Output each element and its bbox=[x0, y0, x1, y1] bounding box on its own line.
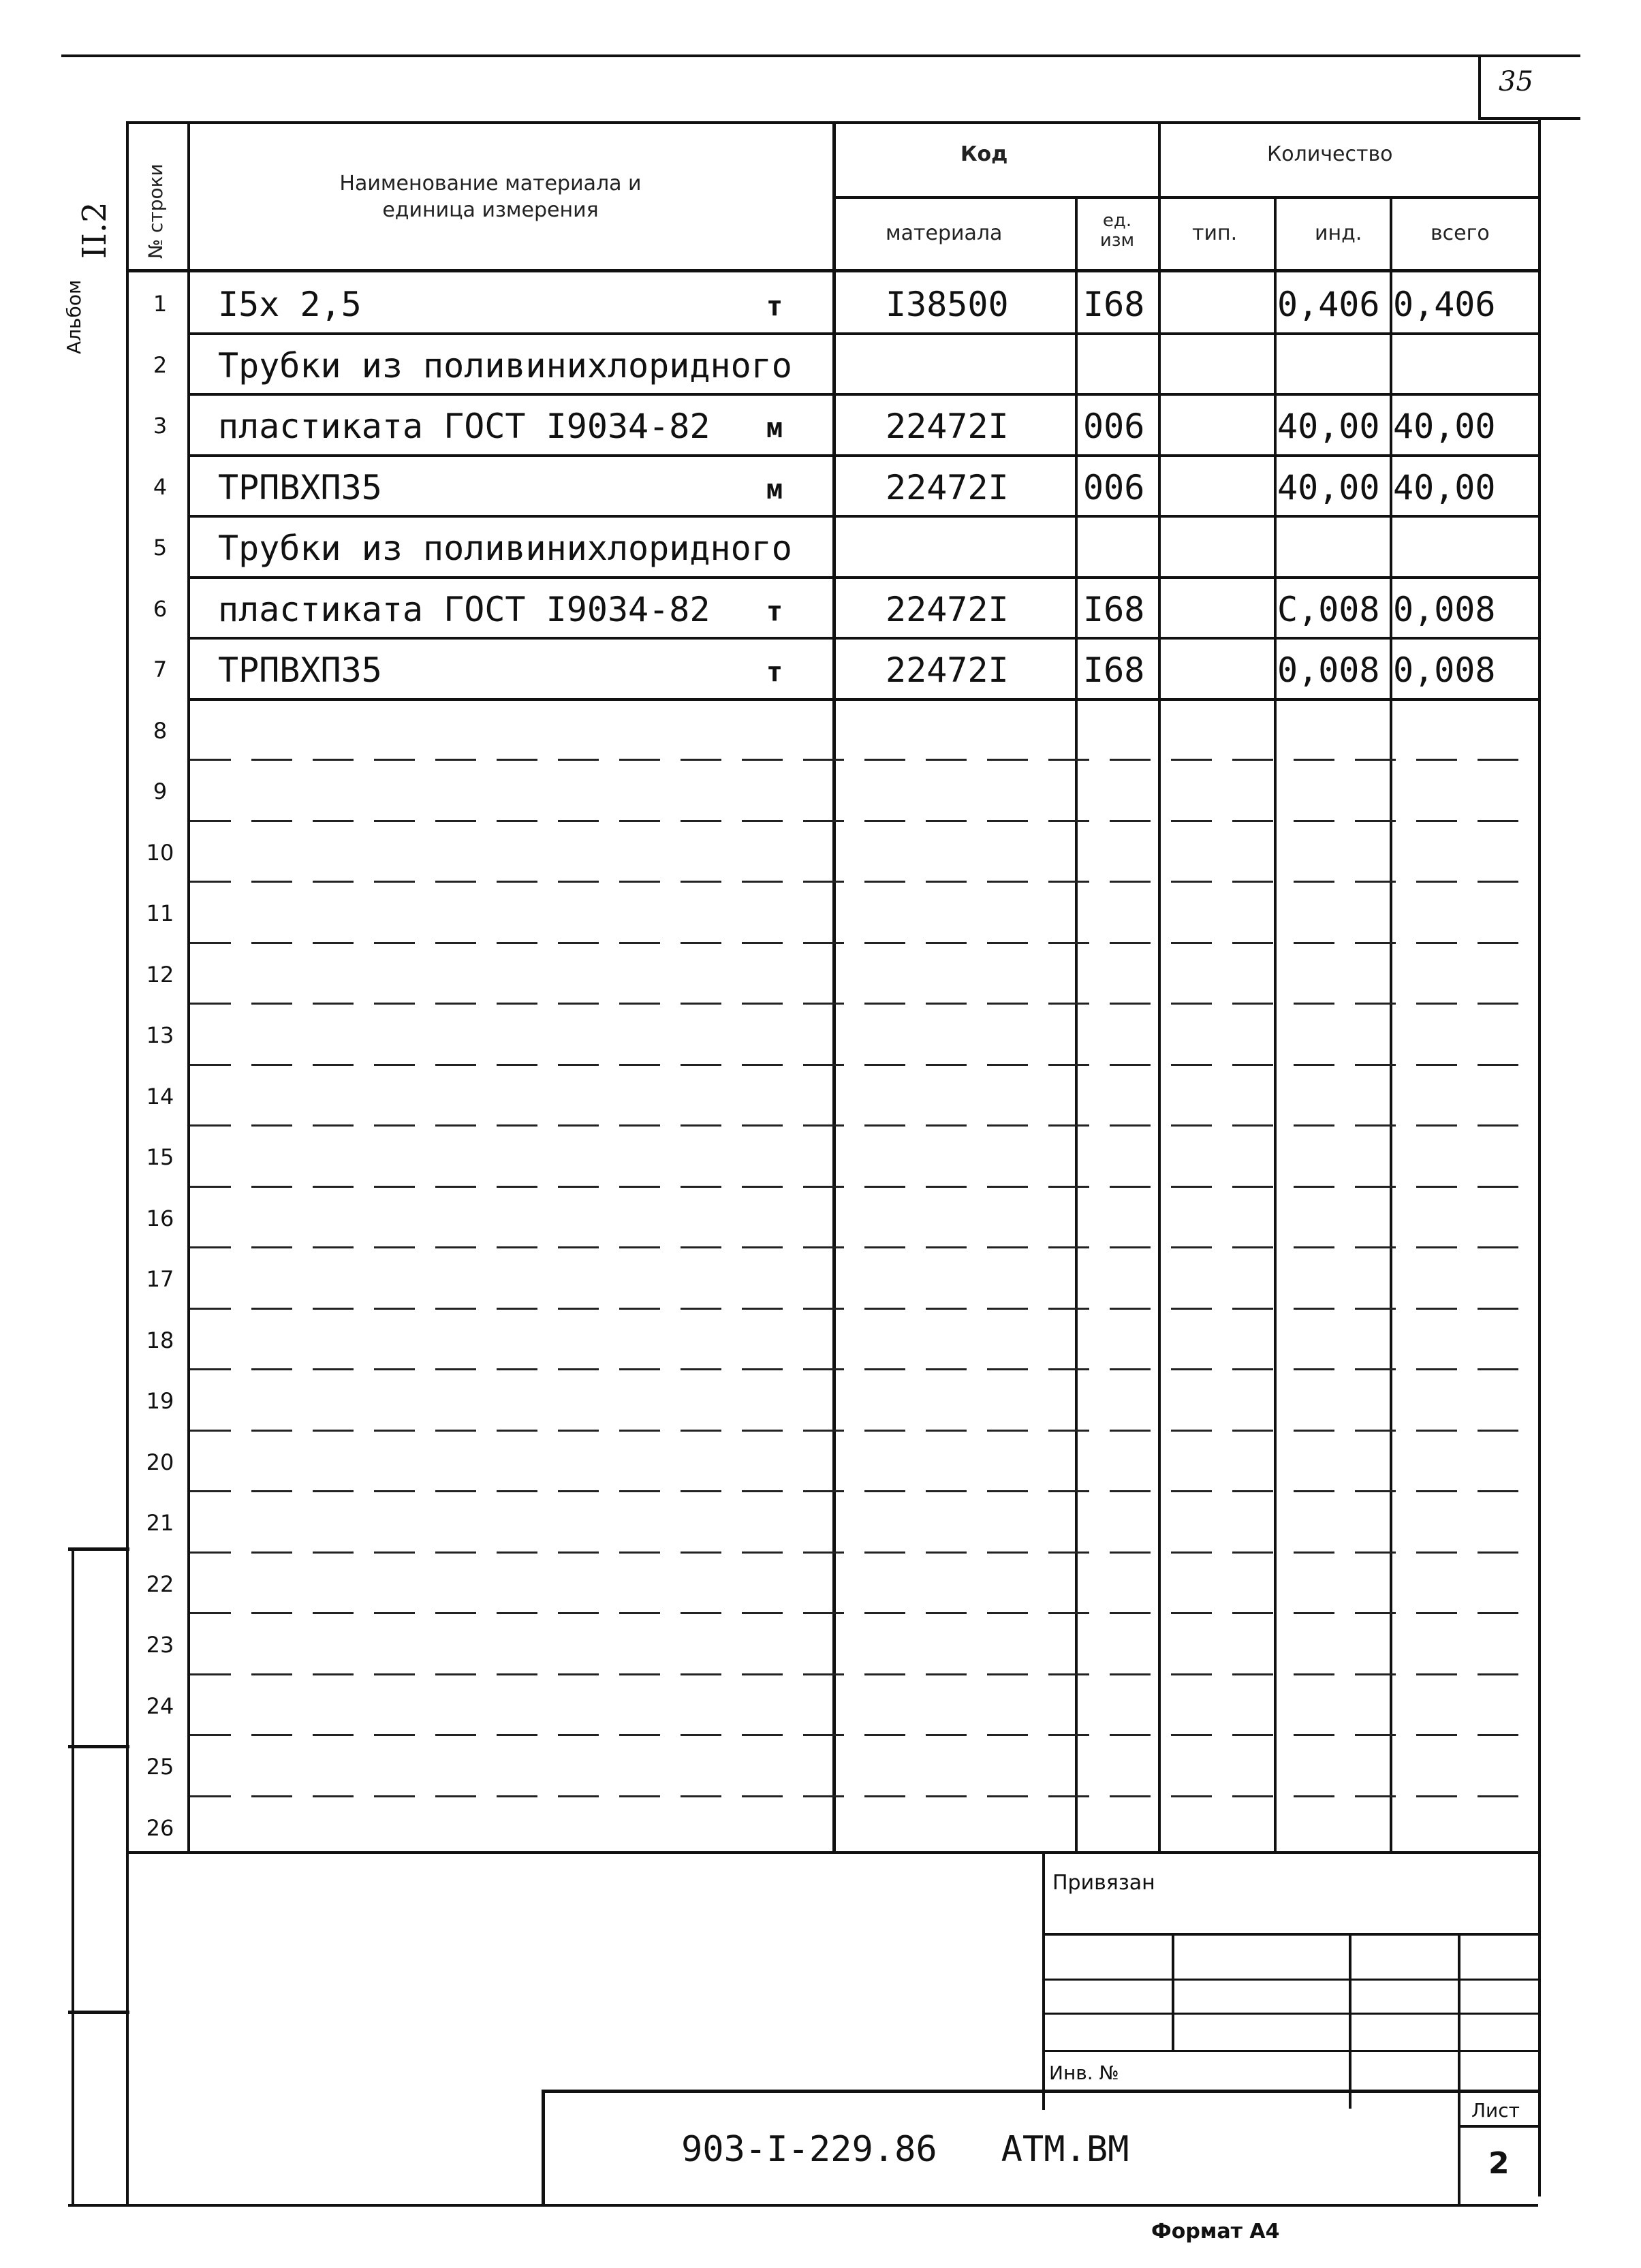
row-number: 21 bbox=[146, 1510, 174, 1536]
row-number: 26 bbox=[146, 1814, 174, 1841]
row-number: 12 bbox=[146, 961, 174, 988]
row-divider bbox=[190, 1734, 1538, 1736]
privyazan-label: Привязан bbox=[1052, 1871, 1155, 1895]
row-number: 23 bbox=[146, 1632, 174, 1658]
header-ind: инд. bbox=[1315, 221, 1362, 245]
row-divider bbox=[190, 1124, 1538, 1127]
row-divider bbox=[190, 393, 1538, 396]
row-number: 1 bbox=[153, 291, 168, 317]
header-name: Наименование материала и единица измерения bbox=[339, 172, 642, 222]
row-divider bbox=[190, 942, 1538, 944]
row-number: 16 bbox=[146, 1205, 174, 1231]
row-divider bbox=[190, 454, 1538, 457]
row-number: 6 bbox=[153, 595, 168, 622]
row-divider bbox=[190, 332, 1538, 335]
header-code: Код bbox=[960, 142, 1008, 166]
row-divider bbox=[190, 1430, 1538, 1432]
row-number: 10 bbox=[146, 839, 174, 866]
row-material-code: 22472I bbox=[886, 407, 1009, 446]
row-material-code: I38500 bbox=[886, 285, 1009, 324]
row-total: 0,008 bbox=[1393, 650, 1496, 690]
header-row-no: № строки bbox=[144, 163, 167, 259]
row-number: 20 bbox=[146, 1449, 174, 1475]
row-divider bbox=[190, 637, 1538, 640]
row-unit-code: I68 bbox=[1083, 285, 1145, 324]
row-name: пластиката ГОСТ I9034-82 bbox=[218, 589, 710, 629]
header-material-code: материала bbox=[886, 221, 1003, 245]
row-divider bbox=[190, 1490, 1538, 1492]
format-label: Формат А4 bbox=[1151, 2220, 1280, 2243]
row-divider bbox=[190, 698, 1538, 701]
row-divider bbox=[190, 1552, 1538, 1554]
row-divider bbox=[190, 759, 1538, 761]
header-total: всего bbox=[1431, 221, 1490, 245]
album-label: Альбом bbox=[63, 279, 85, 354]
row-total: 0,406 bbox=[1393, 285, 1496, 324]
row-number: 18 bbox=[146, 1327, 174, 1353]
header-unit: ед. изм bbox=[1099, 210, 1135, 251]
page-number: 35 bbox=[1499, 66, 1533, 97]
row-divider bbox=[190, 1064, 1538, 1066]
row-divider bbox=[190, 1186, 1538, 1188]
sheet-number: 2 bbox=[1488, 2146, 1510, 2181]
row-number: 17 bbox=[146, 1266, 174, 1292]
row-divider bbox=[190, 881, 1538, 883]
row-number: 8 bbox=[153, 717, 168, 744]
row-unit-code: I68 bbox=[1083, 650, 1145, 690]
row-divider bbox=[190, 1795, 1538, 1797]
row-unit-code: I68 bbox=[1083, 589, 1145, 629]
row-name: ТРПВХП35 bbox=[218, 650, 382, 690]
row-ind: С,008 bbox=[1277, 589, 1380, 629]
row-number: 24 bbox=[146, 1692, 174, 1719]
row-divider bbox=[190, 1673, 1538, 1675]
row-ind: 40,00 bbox=[1277, 407, 1380, 446]
header-quantity: Количество bbox=[1267, 142, 1393, 166]
row-number: 25 bbox=[146, 1754, 174, 1780]
row-number: 22 bbox=[146, 1571, 174, 1597]
album-value: II.2 bbox=[76, 202, 114, 259]
row-name-unit: т bbox=[766, 291, 783, 322]
row-material-code: 22472I bbox=[886, 467, 1009, 507]
header-typ: тип. bbox=[1192, 221, 1238, 245]
row-name-unit: т bbox=[766, 657, 783, 688]
row-name: Трубки из поливинихлоридного bbox=[218, 345, 792, 385]
row-number: 4 bbox=[153, 473, 168, 500]
inv-no-label: Инв. № bbox=[1049, 2062, 1119, 2084]
row-total: 40,00 bbox=[1393, 467, 1496, 507]
row-name-unit: м bbox=[766, 473, 783, 505]
row-ind: 0,008 bbox=[1277, 650, 1380, 690]
row-number: 7 bbox=[153, 657, 168, 682]
row-name: Трубки из поливинихлоридного bbox=[218, 529, 792, 568]
row-total: 40,00 bbox=[1393, 407, 1496, 446]
row-unit-code: 006 bbox=[1083, 407, 1145, 446]
row-divider bbox=[190, 576, 1538, 579]
row-number: 9 bbox=[153, 778, 168, 804]
document-code: 903-I-229.86 АТМ.ВМ bbox=[681, 2129, 1129, 2170]
row-material-code: 22472I bbox=[886, 650, 1009, 690]
row-material-code: 22472I bbox=[886, 589, 1009, 629]
row-number: 15 bbox=[146, 1144, 174, 1170]
row-name: пластиката ГОСТ I9034-82 bbox=[218, 407, 710, 446]
row-divider bbox=[190, 1368, 1538, 1370]
row-number: 13 bbox=[146, 1022, 174, 1048]
row-name-unit: т bbox=[766, 595, 783, 627]
row-divider bbox=[190, 1246, 1538, 1248]
row-divider bbox=[190, 1308, 1538, 1310]
row-number: 19 bbox=[146, 1388, 174, 1414]
row-name: I5х 2,5 bbox=[218, 285, 362, 324]
row-unit-code: 006 bbox=[1083, 467, 1145, 507]
row-number: 3 bbox=[153, 413, 168, 439]
row-divider bbox=[190, 1003, 1538, 1005]
row-divider bbox=[190, 1612, 1538, 1614]
row-number: 11 bbox=[146, 900, 174, 926]
row-ind: 40,00 bbox=[1277, 467, 1380, 507]
row-divider bbox=[190, 820, 1538, 822]
row-name-unit: м bbox=[766, 413, 783, 444]
row-number: 14 bbox=[146, 1083, 174, 1109]
row-total: 0,008 bbox=[1393, 589, 1496, 629]
row-divider bbox=[190, 515, 1538, 518]
row-number: 5 bbox=[153, 535, 168, 561]
row-ind: 0,406 bbox=[1277, 285, 1380, 324]
sheet-label: Лист bbox=[1471, 2099, 1520, 2122]
row-number: 2 bbox=[153, 351, 168, 378]
row-name: ТРПВХП35 bbox=[218, 467, 382, 507]
